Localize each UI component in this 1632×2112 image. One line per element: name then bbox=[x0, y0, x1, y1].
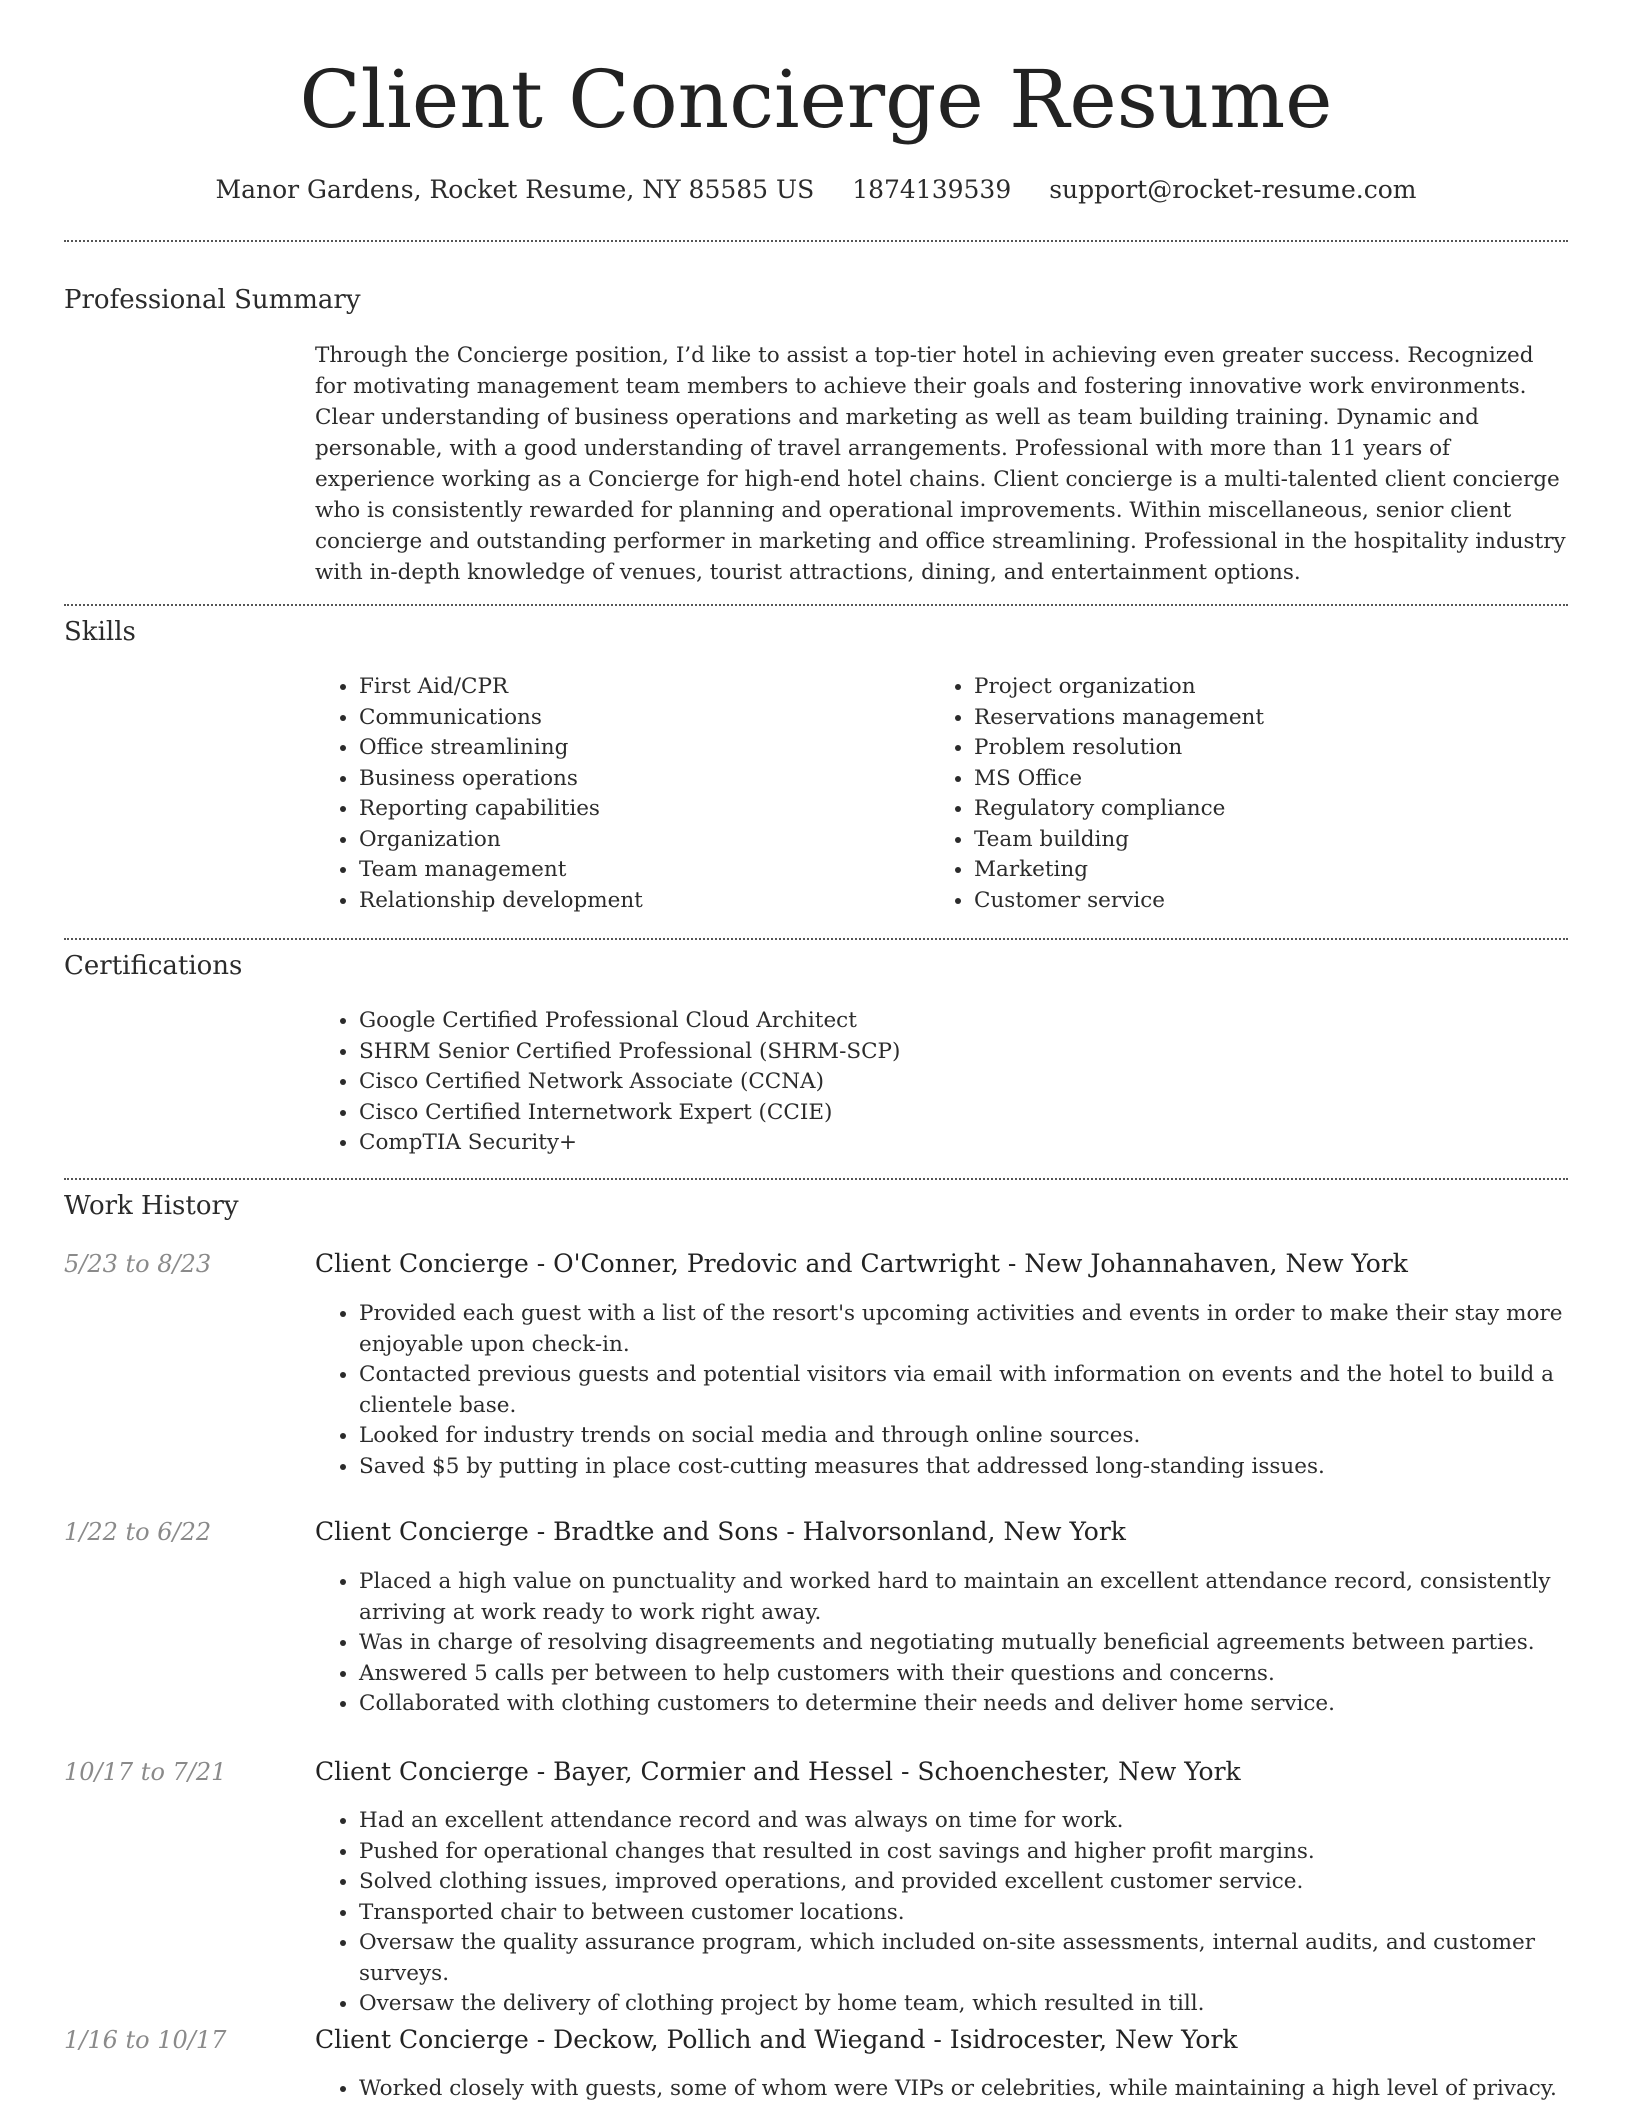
divider bbox=[64, 240, 1568, 242]
job-duty-item: • Worked closely with guests, some of whom were VIPs or celebrities, while maintaining a high level of privacy. bbox=[359, 2074, 1570, 2105]
resume-title: Client Concierge Resume bbox=[299, 53, 1333, 146]
skill-item: • Reporting capabilities bbox=[359, 794, 915, 825]
contact-line bbox=[0, 170, 1632, 210]
job-duties-list bbox=[315, 1567, 1570, 1720]
job-duty-item: • Looked for industry trends on social media and through online sources. bbox=[359, 1421, 1570, 1452]
contact-address: Manor Gardens, Rocket Resume, NY 85585 US bbox=[215, 175, 815, 204]
divider bbox=[64, 938, 1568, 940]
certification-item: • Cisco Certified Internetwork Expert (CCIE) bbox=[359, 1098, 1315, 1129]
job-duty-item: • Was in charge of resolving disagreements and negotiating mutually beneficial agreements between parties. bbox=[359, 1628, 1570, 1659]
skill-item: • Business operations bbox=[359, 764, 915, 795]
job-dates: 5/23 to 8/23 bbox=[64, 1250, 212, 1278]
job-duties bbox=[315, 1299, 1570, 1482]
job-duty-item: • Collaborated with clothing customers to determine their needs and deliver home service. bbox=[359, 1689, 1570, 1720]
job-duty-item: • Pushed for operational changes that resulted in cost savings and higher profit margins. bbox=[359, 1837, 1570, 1868]
certifications-heading: Certifications bbox=[64, 951, 243, 981]
skills-column-left bbox=[315, 672, 915, 916]
job-duty-item: • Contacted previous guests and potential visitors via email with information on events and the hotel to build a clientele base. bbox=[359, 1360, 1570, 1421]
job-title: Client Concierge - Deckow, Pollich and Wiegand - Isidrocester, New York bbox=[315, 2025, 1238, 2054]
job-title: Client Concierge - Bradtke and Sons - Halvorsonland, New York bbox=[315, 1517, 1126, 1546]
skill-item: • Relationship development bbox=[359, 886, 915, 917]
job-duty-item: • Solved clothing issues, improved operations, and provided excellent customer service. bbox=[359, 1867, 1570, 1898]
certification-item: • SHRM Senior Certified Professional (SHRM-SCP) bbox=[359, 1037, 1315, 1068]
certifications-list bbox=[315, 1006, 1315, 1159]
certifications-block bbox=[315, 1006, 1315, 1159]
job-duty-item: • Had an excellent attendance record and was always on time for work. bbox=[359, 1806, 1570, 1837]
certification-item: • Google Certified Professional Cloud Architect bbox=[359, 1006, 1315, 1037]
job-duty-item: • Answered 5 calls per between to help customers with their questions and concerns. bbox=[359, 1659, 1570, 1690]
skill-item: • MS Office bbox=[974, 764, 1530, 795]
skill-item: • Customer service bbox=[974, 886, 1530, 917]
skill-item: • Regulatory compliance bbox=[974, 794, 1530, 825]
skill-item: • Reservations management bbox=[974, 703, 1530, 734]
summary-heading: Professional Summary bbox=[64, 285, 361, 315]
job-title: Client Concierge - Bayer, Cormier and Hessel - Schoenchester, New York bbox=[315, 1757, 1241, 1786]
job-duties-list bbox=[315, 1299, 1570, 1482]
job-duty-item: • Provided each guest with a list of the resort's upcoming activities and events in order to make their stay more enjoyable upon check-in. bbox=[359, 1299, 1570, 1360]
summary-text: Through the Concierge position, I’d like to assist a top-tier hotel in achieving even greater success. Recognized for motivating management team members to achieve their goals and fostering innovative work environments. Clear understanding of business operations and marketing as well as team building training. Dynamic and personable, with a good understanding of travel arrangements. Professional with more than 11 years of experience working as a Concierge for high-end hotel chains. Client concierge is a multi-talented client concierge who is consistently rewarded for planning and operational improvements. Within miscellaneous, senior client concierge and outstanding performer in marketing and office streamlining. Professional in the hospitality industry with in-depth knowledge of venues, tourist attractions, dining, and entertainment options. bbox=[315, 343, 1566, 585]
skill-item: • Communications bbox=[359, 703, 915, 734]
skills-column-right bbox=[930, 672, 1530, 916]
contact-phone: 1874139539 bbox=[852, 175, 1012, 204]
contact-email: support@rocket-resume.com bbox=[1049, 175, 1417, 204]
certification-item: • CompTIA Security+ bbox=[359, 1128, 1315, 1159]
job-dates: 1/16 to 10/17 bbox=[64, 2026, 227, 2054]
job-duty-item: • Transported chair to between customer locations. bbox=[359, 1898, 1570, 1929]
divider bbox=[64, 604, 1568, 606]
skill-item: • Problem resolution bbox=[974, 733, 1530, 764]
skills-list-left bbox=[315, 672, 915, 916]
skill-item: • Organization bbox=[359, 825, 915, 856]
skill-item: • Office streamlining bbox=[359, 733, 915, 764]
job-duty-item: • Oversaw the quality assurance program, which included on-site assessments, internal audits, and customer surveys. bbox=[359, 1928, 1570, 1989]
job-duty-item: • Placed a high value on punctuality and worked hard to maintain an excellent attendance record, consistently arriving at work ready to work right away. bbox=[359, 1567, 1570, 1628]
job-duties-list bbox=[315, 1806, 1570, 2020]
skill-item: • Team management bbox=[359, 855, 915, 886]
job-duty-item: • Saved $5 by putting in place cost-cutting measures that addressed long-standing issues. bbox=[359, 1452, 1570, 1483]
skills-heading: Skills bbox=[64, 617, 136, 647]
work-history-heading: Work History bbox=[64, 1191, 239, 1221]
job-dates: 10/17 to 7/21 bbox=[64, 1758, 227, 1786]
job-duties bbox=[315, 2074, 1570, 2105]
job-title: Client Concierge - O'Conner, Predovic and Cartwright - New Johannahaven, New York bbox=[315, 1249, 1408, 1278]
skill-item: • Project organization bbox=[974, 672, 1530, 703]
skills-list-right bbox=[930, 672, 1530, 916]
job-dates: 1/22 to 6/22 bbox=[64, 1518, 212, 1546]
divider bbox=[64, 1178, 1568, 1180]
skill-item: • Marketing bbox=[974, 855, 1530, 886]
job-duties bbox=[315, 1806, 1570, 2020]
certification-item: • Cisco Certified Network Associate (CCNA) bbox=[359, 1067, 1315, 1098]
job-duties bbox=[315, 1567, 1570, 1720]
skill-item: • Team building bbox=[974, 825, 1530, 856]
skill-item: • First Aid/CPR bbox=[359, 672, 915, 703]
job-duties-list bbox=[315, 2074, 1570, 2105]
job-duty-item: • Oversaw the delivery of clothing project by home team, which resulted in till. bbox=[359, 1989, 1570, 2020]
